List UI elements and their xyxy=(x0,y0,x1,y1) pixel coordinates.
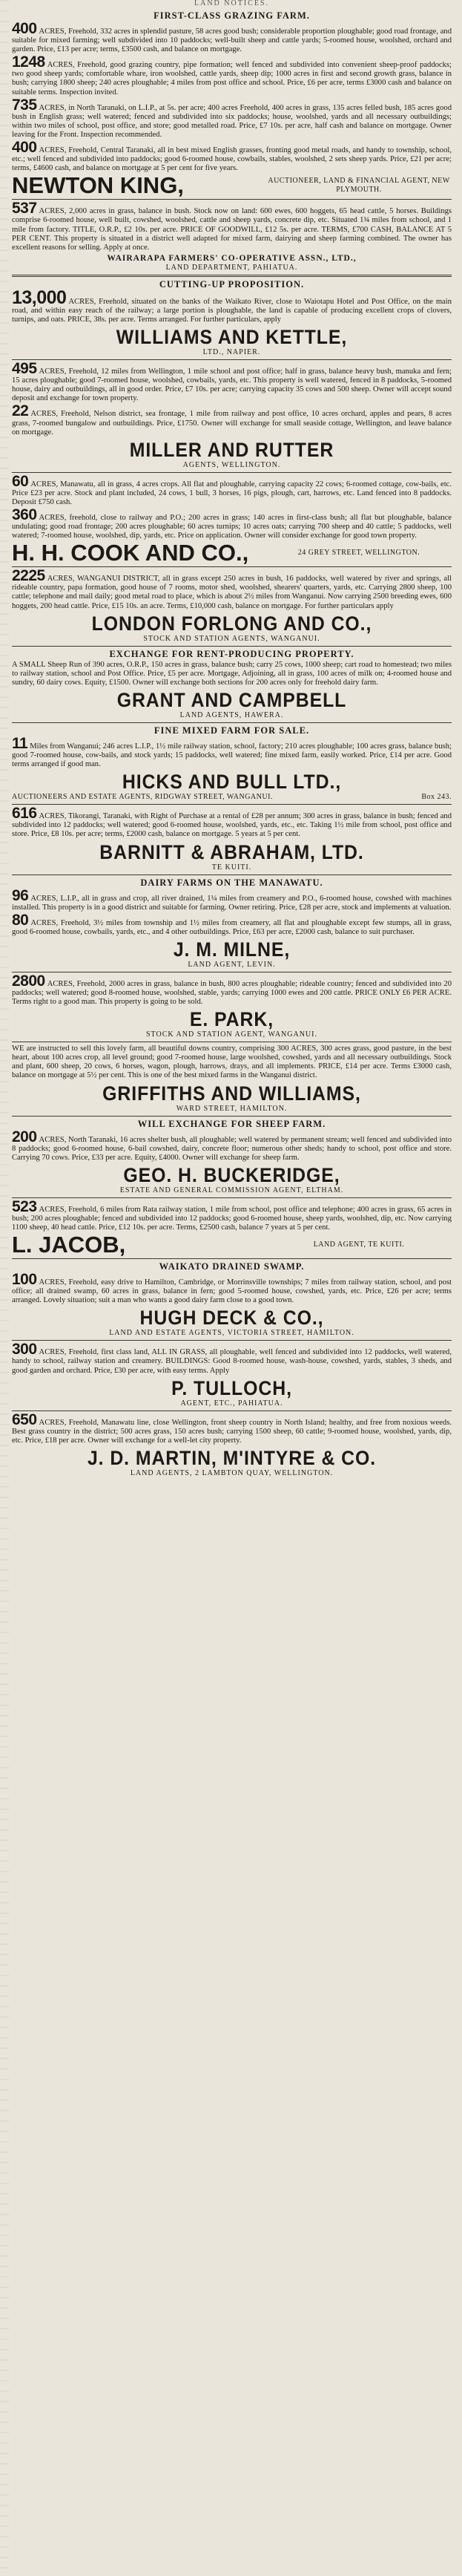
divider xyxy=(12,199,452,200)
ad-text: ACRES, Freehold, 2000 acres in grass, balance in bush, 800 acres ploughable; rideable country; fenced and subdivided into 20 paddocks; well watered; good 8-roomed house, woolshed, stable, yards; carrying 1000 ewes and 200 cattle. PRICE ONLY £6 PER ACRE. Terms right to a good man. This property is going to be sold. xyxy=(12,979,452,1007)
agent-grant-campbell: GRANT AND CAMPBELL xyxy=(116,688,347,711)
agent-name: L. JACOB, xyxy=(12,1232,126,1258)
ad-text: ACRES, Freehold, 3½ miles from township and 1½ miles from creamery, all flat and ploughable except few stumps, all in grass, good 6-roomed house, cowbails, yards, etc., and 4 other outbuildings. Price, £63 per acre, £2000 cash, balance to suit purchaser. xyxy=(12,918,452,936)
ad-text: ACRES, Freehold, 332 acres in splendid pasture, 58 acres good bush; considerable proportion ploughable; good road frontage, and suitable for mixed farming; well subdivided into 10 paddocks; well-built sheep and cattle yards; 5-roomed house, woolshed, orchard and garden. Price, £13 per acre; terms, £3500 cash, and balance on mortgage. xyxy=(12,27,452,54)
ad-text: ACRES, Tikorangi, Taranaki, with Right of Purchase at a rental of £28 per annum; 300 acres in grass, balance in bush; fenced and subdivided into 12 paddocks; well watered; good 6-roomed house, woolshed, yards, etc., etc. Taking 1½ mile from school, post office and store. Price, £8 10s. per acre; terms, £2000 cash, balance on mortgage. 5 years at 5 per cent. xyxy=(12,812,452,839)
ad-text: WE are instructed to sell this lovely farm, all beautiful downs country, comprising 300 ACRES, 300 acres grass, good pasture, in the best heart, about 100 acres crop, all level ground; good 7-roomed house, large woolshed, cowshed, yards and all necessary outbuildings. Stock and plant, 600 sheep, 20 cows, 6 horses, wagon, plough, harrows, drays, and all implements. PRICE, £14 per acre. Terms £3000 cash, balance on mortgage at 5½ per cent. This is one of the best mixed farms in the Wanganui district. xyxy=(12,1045,452,1080)
divider xyxy=(12,359,452,360)
ad-lead-number: 13,000 xyxy=(12,287,67,308)
ad-listing xyxy=(12,1410,452,1445)
ad-text: ACRES, L.I.P., all in grass and crop, all river drained, 1¼ miles from creamery and P.O., 6-roomed house, cowshed with machines installed. This property is in a good district and suitable for farming. Owner retiring. Price, £28 per acre, stock and implements at valuation. xyxy=(12,894,452,912)
ad-text: Miles from Wanganui; 246 acres L.I.P., 1½ mile railway station, school, factory; 210 acres ploughable; 100 acres grass, balance bush; good 7-roomed house, cow-bails, and stock yards; 15 paddocks, well watered; fine mixed farm, easily worked. Price, £14 per acre. Good terms arranged if good man. xyxy=(12,742,452,769)
divider xyxy=(12,472,452,473)
agent-milne: J. M. MILNE, xyxy=(173,938,291,961)
agent-name: NEWTON KING, xyxy=(12,172,184,199)
agent-subtitle: LAND AGENT, TE KUITI. xyxy=(313,1240,405,1249)
section-heading-fine-mixed: FINE MIXED FARM FOR SALE. xyxy=(154,725,310,736)
ad-text: ACRES, Freehold, 12 miles from Wellington, 1 mile school and post office; half in grass, balance heavy bush, manuka and fern; 15 acres ploughable; good 7-roomed house, woolshed, cowbails, yards, etc. This property is well watered, fenced in 8 paddocks, 5-roomed house, dairy and outbuildings, all in good order. Price, £7 10s. per acre; carrying capacity 35 cows and 500 sheep. Owner will accept sound deposit and exchange for town property. xyxy=(12,367,452,403)
ad-text: ACRES, Freehold, good grazing country, pipe formation; well fenced and subdivided into convenient sheep-proof paddocks; two good sheep yards; comfortable whare, iron woolshed, cattle yards, sheep dip; 1000 acres in first and second growth grass, balance in bush; carrying 1800 sheep; 240 acres ploughable; 4 miles from post office and school. Price, £6 per acre, terms £3000 cash and balance on suitable terms. Inspection invited. xyxy=(12,61,452,97)
agent-hicks-bull-row xyxy=(12,793,452,802)
ad-listing xyxy=(12,96,452,140)
ad-lead-number: 2225 xyxy=(12,567,45,585)
ad-listing xyxy=(12,569,452,610)
ad-listing xyxy=(12,53,452,97)
ad-listing xyxy=(12,1128,452,1163)
ad-listing xyxy=(12,472,452,507)
ad-lead-number: 2800 xyxy=(12,972,45,990)
ad-text: ACRES, Freehold, 6 miles from Rata railway station, 1 mile from school, post office and telephone; 400 acres in grass, 65 acres in bush; 200 acres ploughable; fenced and subdivided into 12 paddocks; good 6-roomed house, sheep yards, woolshed, dip, etc. Now carrying 1100 sheep, 40 head cattle. Price, £12 10s. per acre. Terms, £2500 cash, balance 7 years at 5 per cent. xyxy=(12,1205,452,1232)
agent-subtitle: AUCTIONEER, LAND & FINANCIAL AGENT, NEW PLYMOUTH. xyxy=(268,177,450,194)
agent-subtitle: LAND AGENT, LEVIN. xyxy=(188,960,276,969)
ad-text: ACRES, freehold, close to railway and P.O.; 200 acres in grass; 140 acres in first-class bush; all flat but ploughable, balance undulating; good road frontage; 200 acres ploughable; 60 acres turnips; 10 acres oats; carrying 700 sheep and 40 cattle; 5 paddocks, well watered; 7-roomed house, woolshed, dip, yards, etc. Price on application. Owner will consider exchange for good town property. xyxy=(12,514,452,540)
ad-text: ACRES, Freehold, Manawatu line, close Wellington, front sheep country in North Island; healthy, and free from noxious weeds. Best grass country in the district; 500 acres grass, 150 acres bush; carrying 1500 sheep, 60 cattle; 9-roomed house, woolshed, yards, dip, etc. Price, £18 per acre. Owner will exchange for a well-let city property. xyxy=(12,1418,452,1445)
ad-lead-number: 735 xyxy=(12,96,37,114)
ad-lead-number: 495 xyxy=(12,360,37,378)
ad-text: ACRES, Manawatu, all in grass, 4 acres crops. All flat and ploughable, carrying capacity 22 cows; 6-roomed cottage, cow-bails, etc. Price £23 per acre. Stock and plant included, 24 cows, 1 bull, 3 horses, 16 pigs, plough, cart, harrows, etc. Land fenced into 8 paddocks. Deposit £750 cash. xyxy=(12,480,452,506)
agent-hicks-bull: HICKS AND BULL LTD., xyxy=(122,771,342,794)
ad-lead-number: 22 xyxy=(12,402,29,420)
ad-text: ACRES, WANGANUI DISTRICT, all in grass except 250 acres in bush, 16 paddocks, well watered by river and springs, all rideable country, papa formation, good house of 7 rooms, motor shed, woolshed, shearers' quarters, yards, etc. Carrying 2800 sheep, 100 cattle; telephone and mail daily; good metal road to place, which is about 2½ miles from Wanganui. Now carrying 2500 breeding ewes, 600 hoggets, 200 head cattle. Price, £15 10s. an acre. Terms, £10,000 cash, balance on mortgage. For further particulars apply xyxy=(12,575,452,610)
agent-subtitle: AGENTS, WELLINGTON. xyxy=(182,460,281,469)
ad-text: ACRES, Freehold, situated on the banks of the Waikato River, close to Waiotapu Hotel and Post Office, on the main road, and within easy reach of the railway; a large portion is ploughable, the land is capable of producing excellent crops of clovers, turnips, and oats. PRICE, 38s. per acre. Terms arranged. For further particulars, apply xyxy=(12,297,452,324)
agent-name: H. H. COOK AND CO., xyxy=(12,540,249,566)
agent-subtitle: ESTATE AND GENERAL COMMISSION AGENT, ELTHAM. xyxy=(119,1186,344,1194)
ad-text: ACRES, in North Taranaki, on L.I.P., at 5s. per acre; 400 acres Freehold, 400 acres in grass, 135 acres felled bush, 185 acres good bush in English grass; well watered; fenced and subdivided into six paddocks; house, woolshed, yards and all necessary outbuildings; within two miles of school, post office, and store; good metalled road. Price, £7 10s. per acre, half cash and balance on mortgage. Owner leaving for the Front. Inspection recommended. xyxy=(12,103,452,139)
agent-subtitle: AGENT, ETC., PAHIATUA. xyxy=(180,1399,283,1408)
divider xyxy=(12,1197,452,1198)
ad-listing xyxy=(12,807,452,839)
agent-barnitt: BARNITT & ABRAHAM, LTD. xyxy=(99,840,364,863)
ad-listing xyxy=(12,661,452,687)
agent-subtitle: WARD STREET, HAMILTON. xyxy=(176,1104,288,1113)
ad-text: ACRES, Freehold, easy drive to Hamilton, Cambridge, or Morrinsville townships; 7 miles from railway station, school, and post office; all drained swamp, 60 acres in grass, balance in fern; good 5-roomed house, cowshed, yards, etc. Price, £26 per acre; terms arranged. Lovely situation; suit a man who wants a good dairy farm close to a good town. xyxy=(12,1278,452,1305)
ad-listing xyxy=(12,1343,452,1375)
section-heading-sheep: WILL EXCHANGE FOR SHEEP FARM. xyxy=(137,1118,326,1129)
agent-subtitle: 24 GREY STREET, WELLINGTON. xyxy=(297,549,420,558)
ad-lead-number: 11 xyxy=(12,734,28,752)
divider xyxy=(12,1116,452,1117)
agent-newton-king xyxy=(12,174,452,197)
ad-text: ACRES, North Taranaki, 16 acres shelter bush, all ploughable; well watered by permanent stream; well fenced and subdivided into 8 paddocks; good 6-roomed house, 6-bail cowshed, dairy, concrete floor; numerous other sheds; handy to school, post office and store. Carrying 70 cows. Price, £33 per acre. Equity, £4000. Owner will exchange for sheep farm. xyxy=(12,1135,452,1162)
agent-subtitle: STOCK AND STATION AGENTS, WANGANUI. xyxy=(143,634,320,643)
agent-jacob xyxy=(12,1234,452,1256)
ad-listing xyxy=(12,1273,452,1305)
ad-listing xyxy=(12,141,452,173)
divider xyxy=(12,722,452,723)
agent-hugh-deck: HUGH DECK & CO., xyxy=(139,1307,324,1330)
ad-lead-number: 400 xyxy=(12,139,37,157)
ad-lead-number: 616 xyxy=(12,805,37,823)
ad-listing xyxy=(12,402,452,437)
page-gutter xyxy=(0,0,9,2576)
ad-text: ACRES, Freehold, Nelson district, sea frontage, 1 mile from railway and post office, 10 acres orchard, apples and pears, 8 acres grass, 7-roomed bungalow and outbuildings. Price, £1750. Owner will exchange for small seaside cottage, Wellington, and leave balance on mortgage. xyxy=(12,410,452,437)
ad-listing xyxy=(12,911,452,937)
section-heading-waikato: WAIKATO DRAINED SWAMP. xyxy=(159,1261,305,1272)
divider xyxy=(12,804,452,805)
ad-lead-number: 360 xyxy=(12,506,37,523)
agent-martin: J. D. MARTIN, M'INTYRE & CO. xyxy=(87,1446,377,1469)
agent-subtitle: LAND AND ESTATE AGENTS, VICTORIA STREET, HAMILTON. xyxy=(109,1329,354,1338)
ad-listing xyxy=(12,22,452,54)
ad-text: ACRES, Freehold, first class land, ALL IN GRASS, all ploughable, well fenced and subdivided into 12 paddocks, well watered, handy to school, railway station and creamery. BUILDINGS: Good 8-roomed house, wash-house, cowshed, yards, stables, 3 sheds, and good garden and orchard. Price, £30 per acre, with easy terms. Apply xyxy=(12,1348,452,1375)
agent-cook xyxy=(12,542,452,564)
agent-subtitle: LTD., NAPIER. xyxy=(202,348,261,357)
agent-box: Box 243. xyxy=(421,793,452,802)
agent-subtitle: AUCTIONEERS AND ESTATE AGENTS, RIDGWAY STREET, WANGANUI. xyxy=(12,793,273,802)
section-heading-dairy: DAIRY FARMS ON THE MANAWATU. xyxy=(140,877,323,888)
ad-listing xyxy=(12,1045,452,1080)
agent-subtitle: STOCK AND STATION AGENT, WANGANUI. xyxy=(146,1030,317,1039)
agent-park: E. PARK, xyxy=(189,1008,274,1031)
ad-text: ACRES, Freehold, Central Taranaki, all in best mixed English grasses, fronting good metal roads, and handy to township, school, etc.; well fenced and subdivided into paddocks; good 6-roomed house, cowbails, stables, woolshed, 2 sets sheep yards. Price, £21 per acre; terms, £4600 cash, and balance on mortgage at 5 per cent for five years. xyxy=(12,146,452,173)
ad-lead-number: 1248 xyxy=(12,53,45,71)
ad-text: ACRES, 2,000 acres in grass, balance in bush. Stock now on land: 600 ewes, 600 hoggets, 65 head cattle, 5 horses. Buildings comprise 6-roomed house, well built, cowshed, woolshed, cattle and sheep yards, concrete dip, etc. Situated 1¾ miles from school, and 1 mile from factory. TITLE, O.R.P., £2 10s. per acre. PRICE OF GOODWILL, £12 5s. per acre. TERMS, £700 CASH, BALANCE AT 5 PER CENT. This property is situated in a district well adapted for mixed farm, dairying and sheep farming combined. The owner has excellent reasons for selling. Apply at once. xyxy=(12,207,452,252)
ad-listing xyxy=(12,287,452,324)
ad-lead-number: 523 xyxy=(12,1197,37,1215)
ad-listing xyxy=(12,506,452,540)
ad-lead-number: 100 xyxy=(12,1271,37,1289)
section-heading-exchange: EXCHANGE FOR RENT-PRODUCING PROPERTY. xyxy=(109,648,354,659)
section-heading-cutting-up: CUTTING-UP PROPOSITION. xyxy=(159,278,305,290)
agent-tulloch: P. TULLOCH, xyxy=(171,1376,292,1399)
divider xyxy=(12,1410,452,1411)
agent-subtitle: LAND AGENTS, 2 LAMBTON QUAY, WELLINGTON. xyxy=(130,1468,334,1477)
divider xyxy=(12,646,452,647)
ad-listing xyxy=(12,886,452,912)
agent-miller-rutter: MILLER AND RUTTER xyxy=(129,438,334,461)
ad-listing xyxy=(12,734,452,769)
ad-lead-number: 200 xyxy=(12,1128,37,1145)
agent-subtitle: LAND AGENTS, HAWERA. xyxy=(179,710,284,719)
agent-williams-kettle: WILLIAMS AND KETTLE, xyxy=(116,326,348,349)
ad-lead-number: 300 xyxy=(12,1341,37,1359)
ad-listing xyxy=(12,972,452,1007)
divider xyxy=(12,1340,452,1341)
agent-london-forlong: LONDON FORLONG AND CO., xyxy=(91,612,372,635)
ad-text: A SMALL Sheep Run of 390 acres, O.R.P., 150 acres in grass, balance bush; carry 25 cows, 1000 sheep; cart road to homestead; two miles to railway station, school and Post Office. Price, £5 per acre. Mortgage, Adjoining, all in grass, 100 acres of milk on; 4-roomed house and sundry, 60 dairy cows. Equity, £1500. Owner will exchange both sections for 200 acres only for freehold dairy farm. xyxy=(12,660,452,687)
agent-griffiths: GRIFFITHS AND WILLIAMS, xyxy=(102,1082,361,1105)
agent-wairarapa: WAIRARAPA FARMERS' CO-OPERATIVE ASSN., LTD., xyxy=(107,253,357,263)
divider xyxy=(12,566,452,567)
section-heading-grazing: FIRST-CLASS GRAZING FARM. xyxy=(154,10,310,21)
agent-wairarapa-sub: LAND DEPARTMENT, PAHIATUA. xyxy=(165,263,298,272)
top-banner: LAND NOTICES. xyxy=(194,0,269,7)
ad-listing xyxy=(12,202,452,252)
divider xyxy=(12,275,452,277)
agent-buckeridge: GEO. H. BUCKERIDGE, xyxy=(123,1163,340,1186)
ad-lead-number: 537 xyxy=(12,200,37,218)
ad-lead-number: 400 xyxy=(12,20,37,37)
ad-listing xyxy=(12,362,452,403)
ad-listing xyxy=(12,1197,452,1232)
ad-lead-number: 96 xyxy=(12,886,29,904)
ad-lead-number: 80 xyxy=(12,911,29,929)
ad-lead-number: 60 xyxy=(12,472,29,490)
ad-lead-number: 650 xyxy=(12,1410,37,1428)
divider xyxy=(12,1258,452,1259)
agent-subtitle: TE KUITI. xyxy=(211,863,252,872)
